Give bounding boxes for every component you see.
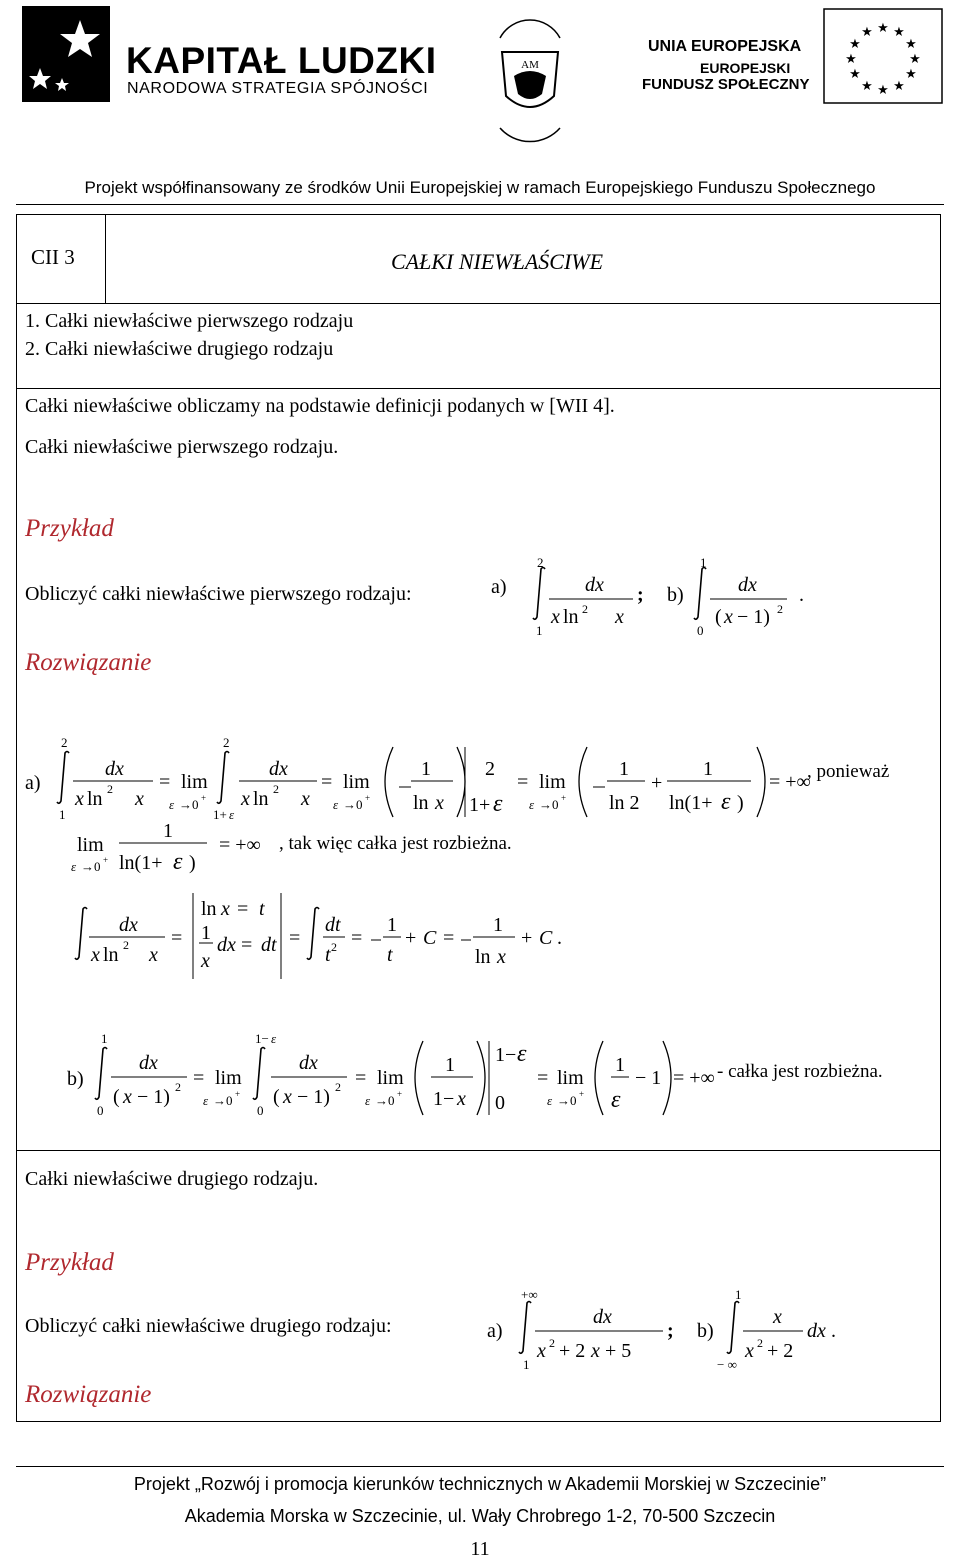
svg-text:ε: ε — [333, 797, 339, 812]
toc-item-1: 1. Całki niewłaściwe pierwszego rodzaju — [25, 310, 354, 332]
svg-text:2: 2 — [61, 735, 68, 750]
svg-text:→0: →0 — [375, 1093, 395, 1108]
svg-text:★: ★ — [861, 25, 873, 40]
svg-text:ε: ε — [547, 1093, 553, 1108]
svg-text:x: x — [123, 1086, 132, 1108]
footer-address: Akademia Morska w Szczecinie, ul. Wały Chrobrego 1-2, 70-500 Szczecin — [184, 1506, 776, 1526]
svg-text:;: ; — [637, 584, 644, 606]
doc-title: CAŁKI NIEWŁAŚCIWE — [391, 249, 604, 274]
svg-text:=: = — [321, 771, 333, 793]
svg-text:+: + — [521, 927, 533, 949]
svg-text:.: . — [831, 1320, 836, 1342]
svg-text:1: 1 — [421, 758, 431, 780]
svg-text:+: + — [397, 1089, 403, 1099]
svg-text:b): b) — [697, 1320, 714, 1342]
svg-text:1+: 1+ — [213, 807, 227, 822]
svg-text:a): a) — [487, 1320, 503, 1342]
svg-text:ε: ε — [721, 789, 731, 815]
toc-divider — [17, 388, 940, 389]
svg-text:x: x — [301, 788, 310, 810]
svg-text:0: 0 — [495, 1092, 505, 1114]
kapital-ludzki-logo-icon — [22, 6, 110, 102]
svg-text:ε: ε — [271, 1031, 277, 1046]
svg-text:ε: ε — [203, 1093, 209, 1108]
code-divider — [105, 215, 106, 303]
svg-text:a): a) — [491, 576, 507, 598]
svg-text:dt: dt — [325, 914, 341, 936]
svg-text:x: x — [149, 944, 158, 966]
svg-text:★: ★ — [909, 52, 921, 67]
svg-text:lim: lim — [557, 1067, 584, 1089]
eu-fund-line: EUROPEJSKI — [700, 60, 791, 76]
example1-integrals — [487, 551, 817, 641]
svg-text:(: ( — [273, 1086, 280, 1108]
svg-text:+: + — [405, 927, 417, 949]
svg-text:2: 2 — [107, 782, 113, 796]
svg-text:ε: ε — [173, 849, 183, 875]
svg-text:★: ★ — [877, 21, 889, 36]
svg-text:0: 0 — [97, 1103, 104, 1118]
svg-text:= +∞: = +∞ — [673, 1067, 715, 1089]
svg-text:x: x — [773, 1306, 782, 1328]
svg-text:+: + — [201, 793, 207, 803]
svg-text:x: x — [91, 944, 100, 966]
svg-text:2: 2 — [223, 735, 230, 750]
svg-text:2: 2 — [757, 1336, 763, 1350]
svg-text:− 1): − 1) — [137, 1086, 170, 1108]
svg-text:lim: lim — [343, 771, 370, 793]
kapital-ludzki-title: KAPITAŁ LUDZKI — [126, 40, 437, 81]
svg-text:.: . — [557, 927, 562, 949]
svg-text:1: 1 — [703, 758, 713, 780]
svg-text:C: C — [539, 927, 553, 949]
svg-text:2: 2 — [273, 782, 279, 796]
svg-text:ε: ε — [517, 1041, 527, 1067]
section1-title: Całki niewłaściwe pierwszego rodzaju. — [25, 436, 339, 458]
svg-text:b): b) — [67, 1068, 84, 1090]
svg-text:2: 2 — [549, 1336, 555, 1350]
svg-text:=: = — [289, 927, 301, 949]
svg-text:+: + — [103, 855, 109, 865]
section-divider — [17, 1150, 940, 1151]
akademia-morska-seal-icon — [490, 18, 570, 163]
svg-text:x: x — [457, 1088, 466, 1110]
page-number: 11 — [470, 1538, 490, 1560]
svg-text:→0: →0 — [179, 797, 199, 812]
svg-text:ln: ln — [201, 898, 217, 920]
svg-text:1: 1 — [163, 820, 173, 842]
svg-text:− ∞: − ∞ — [717, 1357, 737, 1372]
content-box — [16, 214, 941, 1422]
svg-text:= +∞: = +∞ — [769, 771, 811, 793]
svg-text:C: C — [423, 927, 437, 949]
svg-text:ε: ε — [365, 1093, 371, 1108]
svg-text:1−: 1− — [255, 1031, 269, 1046]
am-seal-monogram: AM — [521, 59, 539, 71]
svg-text:★: ★ — [905, 67, 917, 82]
svg-text:x: x — [551, 606, 560, 628]
svg-text:2: 2 — [582, 602, 588, 616]
svg-text:x: x — [591, 1340, 600, 1362]
svg-text:lim: lim — [539, 771, 566, 793]
svg-text:lim: lim — [181, 771, 208, 793]
svg-text:+: + — [365, 793, 371, 803]
svg-text:1: 1 — [59, 807, 66, 822]
svg-text:x: x — [537, 1340, 546, 1362]
svg-text:ln: ln — [563, 606, 579, 628]
svg-text:dx: dx — [217, 934, 236, 956]
svg-text:★: ★ — [905, 37, 917, 52]
svg-text:2: 2 — [331, 940, 337, 954]
svg-text:dx: dx — [269, 758, 288, 780]
svg-text:ln 2: ln 2 — [609, 792, 640, 814]
intro-text: Całki niewłaściwe obliczamy na podstawie definicji podanych w [WII 4]. — [25, 395, 615, 417]
svg-text:+: + — [561, 793, 567, 803]
svg-text:+ 2: + 2 — [767, 1340, 794, 1362]
svg-text:(: ( — [715, 606, 722, 628]
svg-text:− 1): − 1) — [297, 1086, 330, 1108]
svg-text:= +∞: = +∞ — [219, 834, 261, 856]
svg-text:1: 1 — [615, 1054, 625, 1076]
footer-project: Projekt „Rozwój i promocja kierunków technicznych w Akademii Morskiej w Szczecinie” — [133, 1474, 827, 1494]
svg-text:lim: lim — [77, 834, 104, 856]
svg-text:x: x — [75, 788, 84, 810]
svg-text:dx: dx — [807, 1320, 826, 1342]
solution-b-equation — [63, 1027, 723, 1127]
svg-text:− 1): − 1) — [737, 606, 770, 628]
svg-text:+∞: +∞ — [521, 1287, 538, 1302]
svg-text:★: ★ — [877, 83, 889, 98]
cofinance-note: Projekt współfinansowany ze środków Unii Europejskiej w ramach Europejskiego Funduszu Społecznego — [84, 178, 876, 197]
svg-text:★: ★ — [845, 52, 857, 67]
kapital-ludzki-subtitle: NARODOWA STRATEGIA SPÓJNOŚCI — [127, 80, 429, 97]
svg-text:ln: ln — [87, 788, 103, 810]
svg-text:ln: ln — [475, 946, 491, 968]
svg-text:2: 2 — [123, 938, 129, 952]
svg-text:★: ★ — [893, 25, 905, 40]
svg-text:1−: 1− — [433, 1088, 455, 1110]
svg-text:2: 2 — [485, 758, 495, 780]
svg-text:x: x — [497, 946, 506, 968]
svg-text:+ 5: + 5 — [605, 1340, 632, 1362]
svg-text:t: t — [325, 944, 331, 966]
svg-text:x: x — [435, 792, 444, 814]
example2-text: Obliczyć całki niewłaściwe drugiego rodzaju: — [25, 1315, 392, 1337]
svg-text:+ 2: + 2 — [559, 1340, 586, 1362]
svg-text:ln: ln — [103, 944, 119, 966]
example2-label: Przykład — [25, 1249, 114, 1276]
svg-text:(: ( — [113, 1086, 120, 1108]
svg-text:=: = — [537, 1067, 549, 1089]
svg-text:dx: dx — [299, 1052, 318, 1074]
svg-text:;: ; — [667, 1320, 674, 1342]
svg-text:lim: lim — [215, 1067, 242, 1089]
svg-text:=: = — [237, 898, 249, 920]
divergent-note: , tak więc całka jest rozbieżna. — [279, 833, 512, 854]
svg-text:x: x — [615, 606, 624, 628]
svg-text:dx: dx — [738, 574, 757, 596]
eu-social-fund: FUNDUSZ SPOŁECZNY — [642, 76, 810, 93]
svg-text:1: 1 — [387, 914, 397, 936]
svg-text:0: 0 — [257, 1103, 264, 1118]
header-divider — [16, 204, 944, 205]
svg-text:dx: dx — [105, 758, 124, 780]
svg-text:★: ★ — [849, 37, 861, 52]
svg-text:dx: dx — [585, 574, 604, 596]
svg-text:0: 0 — [697, 623, 704, 638]
svg-text:x: x — [221, 898, 230, 920]
svg-text:ε: ε — [229, 807, 235, 822]
svg-text:ε: ε — [71, 859, 77, 874]
example1-label: Przykład — [25, 515, 114, 542]
doc-code: CII 3 — [31, 245, 75, 269]
svg-text:b): b) — [667, 584, 684, 606]
because-text: , ponieważ — [807, 761, 890, 782]
svg-text:=: = — [159, 771, 171, 793]
solution1-label: Rozwiązanie — [25, 649, 152, 676]
svg-text:dx: dx — [139, 1052, 158, 1074]
svg-text:+: + — [651, 772, 663, 794]
title-divider — [17, 303, 940, 304]
example2-integrals — [487, 1285, 847, 1375]
svg-text:1: 1 — [700, 555, 707, 570]
svg-text:2: 2 — [175, 1080, 181, 1094]
svg-text:1+: 1+ — [469, 794, 491, 816]
svg-text:x: x — [745, 1340, 754, 1362]
svg-text:1: 1 — [619, 758, 629, 780]
svg-text:ln: ln — [413, 792, 429, 814]
svg-text:t: t — [387, 944, 393, 966]
solution2-label: Rozwiązanie — [25, 1381, 152, 1408]
svg-text:x: x — [241, 788, 250, 810]
svg-text:→0: →0 — [557, 1093, 577, 1108]
limit-equation — [71, 815, 281, 885]
svg-text:1−: 1− — [495, 1044, 517, 1066]
svg-text:1: 1 — [493, 914, 503, 936]
svg-text:): ) — [737, 792, 744, 814]
svg-text:ln(1+: ln(1+ — [119, 852, 163, 874]
eu-title: UNIA EUROPEJSKA — [648, 38, 802, 55]
svg-text:=: = — [517, 771, 529, 793]
svg-text:1: 1 — [101, 1031, 108, 1046]
svg-text:dx: dx — [119, 914, 138, 936]
svg-text:★: ★ — [861, 79, 873, 94]
svg-text:lim: lim — [377, 1067, 404, 1089]
svg-text:=: = — [171, 927, 183, 949]
svg-text:.: . — [799, 584, 804, 606]
svg-text:1: 1 — [445, 1054, 455, 1076]
svg-text:=: = — [351, 927, 363, 949]
footer-divider — [16, 1466, 944, 1467]
substitution-equation — [69, 887, 569, 987]
svg-text:2: 2 — [335, 1080, 341, 1094]
divergent-note-b: - całka jest rozbieżna. — [717, 1061, 883, 1082]
svg-text:dt: dt — [261, 934, 277, 956]
toc-item-2: 2. Całki niewłaściwe drugiego rodzaju — [25, 338, 334, 360]
svg-text:→0: →0 — [213, 1093, 233, 1108]
svg-text:): ) — [189, 852, 196, 874]
svg-text:x: x — [724, 606, 733, 628]
solution-a-equation — [21, 729, 811, 829]
eu-flag-icon — [823, 8, 943, 104]
svg-text:+: + — [579, 1089, 585, 1099]
svg-text:2: 2 — [537, 555, 544, 570]
svg-text:t: t — [259, 898, 265, 920]
svg-text:ln(1+: ln(1+ — [669, 792, 713, 814]
svg-text:ε: ε — [169, 797, 175, 812]
svg-text:x: x — [201, 950, 210, 972]
svg-text:★: ★ — [849, 67, 861, 82]
svg-text:+: + — [235, 1089, 241, 1099]
svg-text:x: x — [283, 1086, 292, 1108]
svg-text:dx: dx — [593, 1306, 612, 1328]
svg-text:→0: →0 — [539, 797, 559, 812]
section2-title: Całki niewłaściwe drugiego rodzaju. — [25, 1168, 319, 1190]
svg-text:→0: →0 — [343, 797, 363, 812]
svg-text:a): a) — [25, 772, 41, 794]
svg-text:2: 2 — [777, 602, 783, 616]
svg-text:=: = — [355, 1067, 367, 1089]
svg-text:★: ★ — [893, 79, 905, 94]
svg-text:1: 1 — [201, 922, 211, 944]
svg-text:=: = — [241, 934, 253, 956]
example1-text: Obliczyć całki niewłaściwe pierwszego rodzaju: — [25, 583, 412, 605]
svg-text:=: = — [443, 927, 455, 949]
svg-text:x: x — [135, 788, 144, 810]
svg-text:=: = — [193, 1067, 205, 1089]
svg-text:1: 1 — [735, 1287, 742, 1302]
svg-text:1: 1 — [536, 623, 543, 638]
svg-text:− 1: − 1 — [635, 1067, 662, 1089]
svg-text:ε: ε — [493, 791, 503, 817]
svg-text:1: 1 — [523, 1357, 530, 1372]
svg-text:ε: ε — [611, 1087, 621, 1113]
svg-text:ln: ln — [253, 788, 269, 810]
svg-text:→0: →0 — [81, 859, 101, 874]
svg-text:ε: ε — [529, 797, 535, 812]
